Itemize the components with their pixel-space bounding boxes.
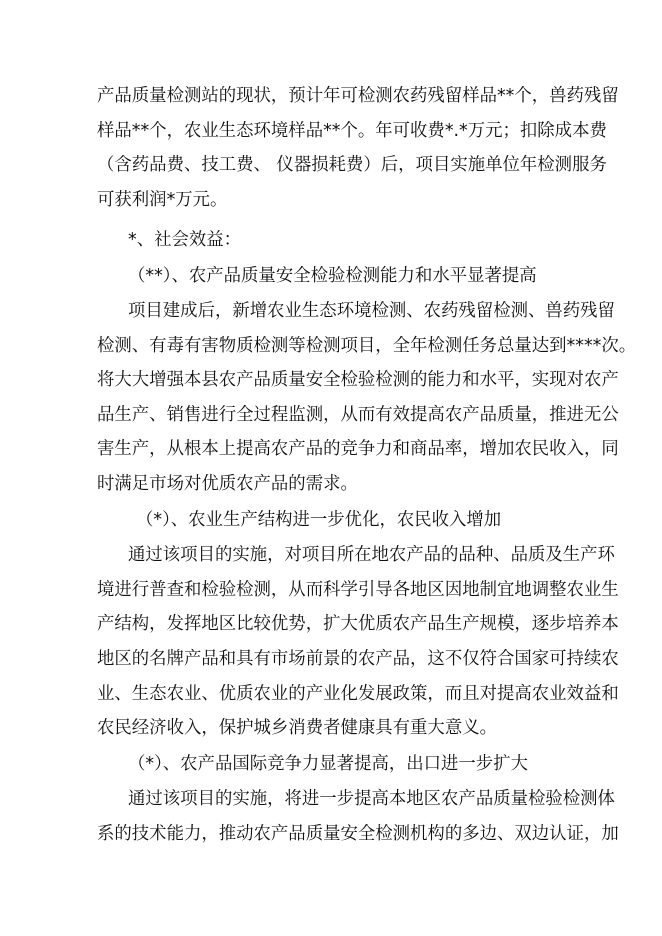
text-line-11: 害生产，从根本上提高农产品的竞争力和商品率，增加农民收入，同 — [97, 439, 619, 459]
text-line-4: 可获利润*万元。 — [97, 190, 228, 210]
text-line-1: 产品质量检测站的现状，预计年可检测农药残留样品**个，兽药残留 — [97, 86, 619, 106]
text-line-14: 通过该项目的实施，对项目所在地农产品的品种、品质及生产环 — [128, 545, 615, 565]
text-line-2: 样品**个，农业生态环境样品**个。年可收费*.*万元；扣除成本费 — [97, 121, 607, 141]
text-line-19: 农民经济收入，保护城乡消费者健康具有重大意义。 — [97, 718, 497, 738]
subsection-heading-2: （*）、农业生产结构进一步优化，农民收入增加 — [136, 510, 502, 530]
text-line-3: （含药品费、技工费、 仪器损耗费）后，项目实施单位年检测服务 — [97, 155, 607, 175]
text-line-7: 项目建成后，新增农业生态环境检测、农药残留检测、兽药残留 — [128, 301, 615, 321]
text-line-17: 地区的名牌产品和具有市场前景的农产品，这不仅符合国家可持续农 — [97, 649, 619, 669]
section-heading: *、社会效益： — [128, 230, 242, 250]
text-line-21: 通过该项目的实施，将进一步提高本地区农产品质量检验检测体 — [128, 789, 615, 809]
text-line-15: 境进行普查和检验检测，从而科学引导各地区因地制宜地调整农业生 — [97, 580, 619, 600]
subsection-heading-3: （*）、农产品国际竞争力显著提高，出口进一步扩大 — [128, 754, 528, 774]
text-line-8: 检测、有毒有害物质检测等检测项目，全年检测任务总量达到****次。 — [97, 336, 637, 356]
text-line-12: 时满足市场对优质农产品的需求。 — [97, 474, 358, 494]
text-line-9: 将大大增强本县农产品质量安全检验检测的能力和水平，实现对农产 — [97, 370, 619, 390]
text-line-10: 品生产、销售进行全过程监测，从而有效提高农产品质量，推进无公 — [97, 405, 619, 425]
subsection-heading-1: （**）、农产品质量安全检验检测能力和水平显著提高 — [128, 266, 537, 286]
text-line-18: 业、生态农业、优质农业的产业化发展政策，而且对提高农业效益和 — [97, 684, 619, 704]
text-line-22: 系的技术能力，推动农产品质量安全检测机构的多边、双边认证，加 — [97, 824, 619, 844]
text-line-16: 产结构，发挥地区比较优势，扩大优质农产品生产规模，逐步培养本 — [97, 614, 619, 634]
